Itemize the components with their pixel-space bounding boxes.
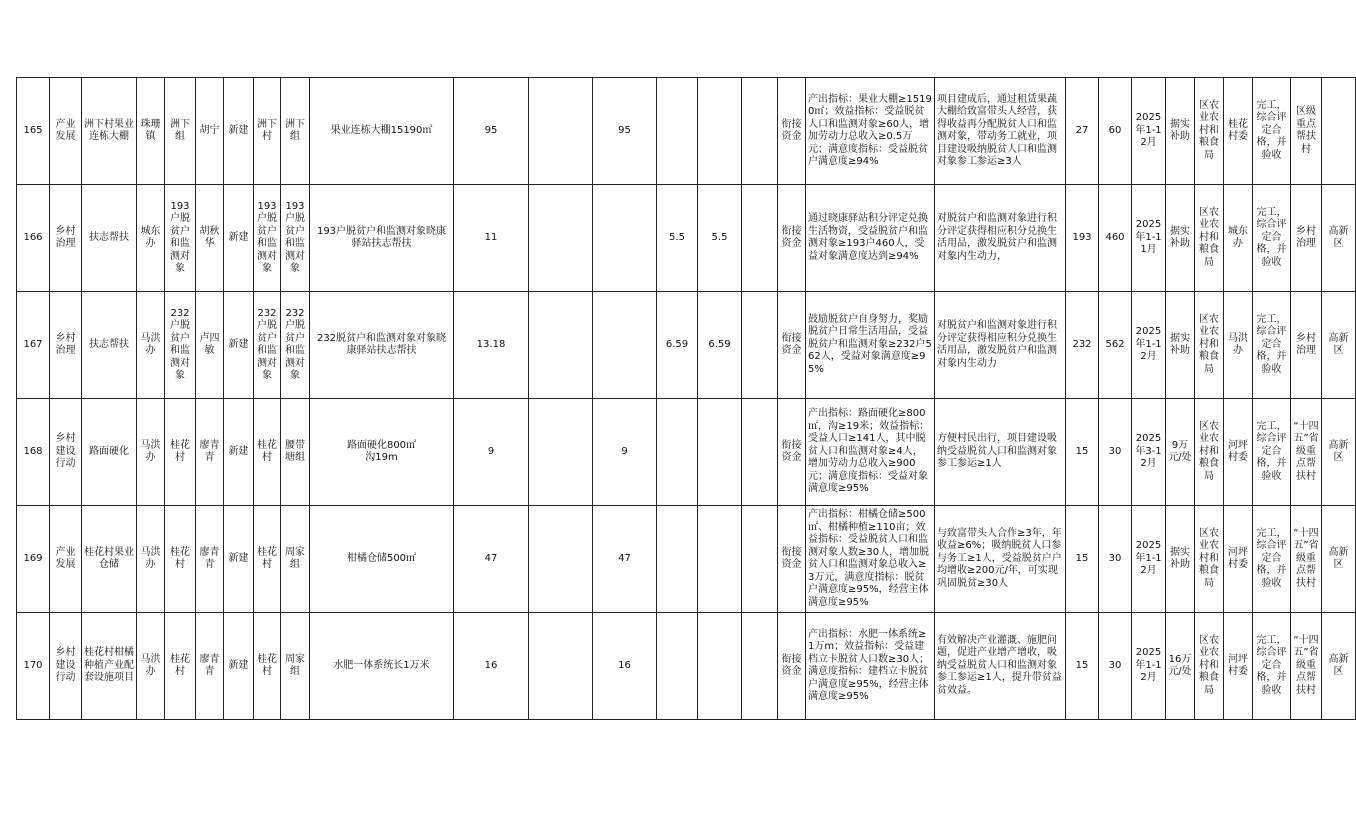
cell-dept: 区农业农村和粮食局 — [1195, 78, 1224, 185]
cell-dept: 区农业农村和粮食局 — [1195, 399, 1224, 506]
cell-people: 30 — [1099, 506, 1132, 613]
cell-acceptance: 完工，综合评定合格，并验收 — [1253, 506, 1291, 613]
cell-type: 新建 — [224, 613, 254, 720]
cell-name: 扶志帮扶 — [82, 292, 137, 399]
cell-no: 170 — [17, 613, 50, 720]
cell-location: 周家组 — [281, 506, 310, 613]
cell-mechanism: 有效解决产业灌溉、施肥问题，促进产业增产增收，吸纳受益脱贫人口和监测对象参工参运≥1人，提升带贫益贫效益。 — [935, 613, 1066, 720]
table-row — [17, 78, 1356, 185]
cell-c5 — [742, 506, 778, 613]
cell-total: 95 — [454, 78, 529, 185]
cell-total: 11 — [454, 185, 529, 292]
cell-standard: 据实补助 — [1166, 185, 1195, 292]
cell-period: 2025年1-12月 — [1132, 292, 1166, 399]
cell-group: 193户脱贫户和监测对象 — [165, 185, 196, 292]
cell-households: 15 — [1066, 613, 1099, 720]
cell-c4 — [698, 613, 742, 720]
cell-content: 232脱贫户和监测对象对象晓康驿站扶志帮扶 — [310, 292, 454, 399]
cell-total: 9 — [454, 399, 529, 506]
cell-dept: 区农业农村和粮食局 — [1195, 292, 1224, 399]
cell-fund: 衔接资金 — [778, 292, 806, 399]
cell-period: 2025年1-12月 — [1132, 613, 1166, 720]
cell-fund: 衔接资金 — [778, 185, 806, 292]
cell-group: 桂花村 — [165, 506, 196, 613]
cell-period: 2025年3-12月 — [1132, 399, 1166, 506]
cell-c1 — [529, 399, 593, 506]
cell-households: 232 — [1066, 292, 1099, 399]
cell-category: 乡村建设行动 — [50, 613, 82, 720]
cell-content: 路面硬化800㎡ 沟19m — [310, 399, 454, 506]
cell-type: 新建 — [224, 506, 254, 613]
cell-c5 — [742, 292, 778, 399]
cell-town: 马洪办 — [137, 399, 165, 506]
cell-dept: 区农业农村和粮食局 — [1195, 506, 1224, 613]
cell-remark: “十四五”省级重点帮扶村 — [1291, 399, 1322, 506]
cell-district: 高新区 — [1322, 613, 1356, 720]
cell-town: 城东办 — [137, 185, 165, 292]
cell-remark: “十四五”省级重点帮扶村 — [1291, 506, 1322, 613]
cell-remark: “十四五”省级重点帮扶村 — [1291, 613, 1322, 720]
cell-people: 562 — [1099, 292, 1132, 399]
cell-period: 2025年1-12月 — [1132, 78, 1166, 185]
cell-unit: 河坪村委 — [1224, 506, 1253, 613]
cell-town: 马洪办 — [137, 613, 165, 720]
cell-c2 — [593, 185, 657, 292]
cell-total: 13.18 — [454, 292, 529, 399]
cell-c5 — [742, 78, 778, 185]
cell-c3: 5.5 — [657, 185, 698, 292]
cell-location: 193户脱贫户和监测对象 — [281, 185, 310, 292]
cell-location: 洲下组 — [281, 78, 310, 185]
table-row — [17, 185, 1356, 292]
cell-c4 — [698, 506, 742, 613]
cell-c2: 9 — [593, 399, 657, 506]
cell-content: 193户脱贫户和监测对象晓康驿站扶志帮扶 — [310, 185, 454, 292]
cell-people: 60 — [1099, 78, 1132, 185]
cell-remark: 乡村治理 — [1291, 292, 1322, 399]
cell-mechanism: 方便村民出行，项目建设吸纳受益脱贫人口和监测对象参工参运≥1人 — [935, 399, 1066, 506]
cell-c2: 95 — [593, 78, 657, 185]
cell-town: 马洪办 — [137, 506, 165, 613]
cell-c3 — [657, 613, 698, 720]
cell-target: 产出指标：水肥一体系统≥1万m；效益指标：受益建档立卡脱贫人口数≥30人；满意度指标：建档立卡脱贫户满意度≥95%，经营主体满意度≥95% — [806, 613, 935, 720]
cell-town: 珠珊镇 — [137, 78, 165, 185]
cell-period: 2025年1-12月 — [1132, 506, 1166, 613]
cell-village: 桂花村 — [254, 506, 281, 613]
cell-unit: 河坪村委 — [1224, 613, 1253, 720]
cell-type: 新建 — [224, 185, 254, 292]
cell-content: 柑橘仓储500㎡ — [310, 506, 454, 613]
cell-households: 15 — [1066, 506, 1099, 613]
cell-c4: 5.5 — [698, 185, 742, 292]
cell-district: 高新区 — [1322, 292, 1356, 399]
cell-no: 165 — [17, 78, 50, 185]
table-body — [17, 78, 1356, 720]
cell-c2 — [593, 292, 657, 399]
cell-total: 47 — [454, 506, 529, 613]
cell-group: 232户脱贫户和监测对象 — [165, 292, 196, 399]
cell-location: 周家组 — [281, 613, 310, 720]
cell-group: 桂花村 — [165, 613, 196, 720]
cell-mechanism: 项目建成后，通过租赁果蔬大棚给致富带头人经营，获得收益再分配脱贫人口和监测对象，带动务工就业，项目建设吸纳脱贫人口和监测对象参工参运≥3人 — [935, 78, 1066, 185]
cell-name: 洲下村果业连栋大棚 — [82, 78, 137, 185]
cell-c1 — [529, 613, 593, 720]
cell-name: 扶志帮扶 — [82, 185, 137, 292]
cell-village: 洲下村 — [254, 78, 281, 185]
cell-category: 乡村治理 — [50, 185, 82, 292]
cell-c1 — [529, 185, 593, 292]
cell-c1 — [529, 292, 593, 399]
cell-district: 高新区 — [1322, 185, 1356, 292]
cell-group: 桂花村 — [165, 399, 196, 506]
cell-type: 新建 — [224, 292, 254, 399]
cell-mechanism: 与致富带头人合作≥3年，年收益≥6%；吸纳脱贫人口参与务工≥1人，受益脱贫户户均增收≥200元/年，可实现巩固脱贫≥30人 — [935, 506, 1066, 613]
cell-c3 — [657, 78, 698, 185]
cell-district: 高新区 — [1322, 506, 1356, 613]
cell-remark: 乡村治理 — [1291, 185, 1322, 292]
cell-fund: 衔接资金 — [778, 613, 806, 720]
cell-period: 2025年1-11月 — [1132, 185, 1166, 292]
cell-c4 — [698, 399, 742, 506]
cell-unit: 河坪村委 — [1224, 399, 1253, 506]
cell-c2: 47 — [593, 506, 657, 613]
cell-remark: 区级重点帮扶村 — [1291, 78, 1322, 185]
cell-target: 产出指标：果业大棚≥15190㎡；效益指标：受益脱贫人口和监测对象≥60人，增加劳动力总收入≥0.5万元；满意度指标：受益脱贫户满意度≥94% — [806, 78, 935, 185]
cell-standard: 据实补助 — [1166, 78, 1195, 185]
cell-acceptance: 完工，综合评定合格，并验收 — [1253, 78, 1291, 185]
cell-c1 — [529, 78, 593, 185]
cell-category: 乡村建设行动 — [50, 399, 82, 506]
cell-mechanism: 对脱贫户和监测对象进行积分评定获得相应积分兑换生活用品，激发脱贫户和监测对象内生动力， — [935, 185, 1066, 292]
cell-standard: 据实补助 — [1166, 292, 1195, 399]
table-row — [17, 292, 1356, 399]
cell-village: 桂花村 — [254, 613, 281, 720]
cell-c5 — [742, 185, 778, 292]
cell-standard: 9万元/处 — [1166, 399, 1195, 506]
cell-name: 桂花村果业仓储 — [82, 506, 137, 613]
cell-village: 桂花村 — [254, 399, 281, 506]
cell-group: 洲下组 — [165, 78, 196, 185]
cell-people: 30 — [1099, 399, 1132, 506]
cell-people: 30 — [1099, 613, 1132, 720]
cell-acceptance: 完工，综合评定合格，并验收 — [1253, 613, 1291, 720]
cell-mechanism: 对脱贫户和监测对象进行积分评定获得相应积分兑换生活用品，激发脱贫户和监测对象内生动力 — [935, 292, 1066, 399]
cell-category: 产业发展 — [50, 506, 82, 613]
cell-village: 193户脱贫户和监测对象 — [254, 185, 281, 292]
cell-person: 胡宁 — [196, 78, 224, 185]
cell-households: 15 — [1066, 399, 1099, 506]
table-row — [17, 399, 1356, 506]
cell-c1 — [529, 506, 593, 613]
cell-c5 — [742, 613, 778, 720]
cell-type: 新建 — [224, 78, 254, 185]
project-table — [16, 77, 1356, 720]
cell-c3 — [657, 399, 698, 506]
cell-person: 廖青青 — [196, 506, 224, 613]
cell-total: 16 — [454, 613, 529, 720]
cell-location: 232户脱贫户和监测对象 — [281, 292, 310, 399]
cell-c2: 16 — [593, 613, 657, 720]
cell-target: 鼓励脱贫户自身努力，奖励脱贫户日常生活用品，受益脱贫户和监测对象≥232户562人，受益对象满意度≥95% — [806, 292, 935, 399]
cell-fund: 衔接资金 — [778, 78, 806, 185]
cell-unit: 城东办 — [1224, 185, 1253, 292]
cell-acceptance: 完工，综合评定合格，并验收 — [1253, 185, 1291, 292]
cell-c3: 6.59 — [657, 292, 698, 399]
cell-unit: 桂花村委 — [1224, 78, 1253, 185]
cell-households: 27 — [1066, 78, 1099, 185]
cell-name: 路面硬化 — [82, 399, 137, 506]
cell-people: 460 — [1099, 185, 1132, 292]
cell-location: 腰带塘组 — [281, 399, 310, 506]
cell-unit: 马洪办 — [1224, 292, 1253, 399]
cell-dept: 区农业农村和粮食局 — [1195, 185, 1224, 292]
cell-c5 — [742, 399, 778, 506]
cell-c4: 6.59 — [698, 292, 742, 399]
cell-no: 169 — [17, 506, 50, 613]
cell-person: 胡秋华 — [196, 185, 224, 292]
cell-no: 167 — [17, 292, 50, 399]
cell-town: 马洪办 — [137, 292, 165, 399]
cell-no: 168 — [17, 399, 50, 506]
table-row — [17, 613, 1356, 720]
cell-standard: 据实补助 — [1166, 506, 1195, 613]
cell-village: 232户脱贫户和监测对象 — [254, 292, 281, 399]
cell-person: 廖青青 — [196, 613, 224, 720]
cell-households: 193 — [1066, 185, 1099, 292]
cell-no: 166 — [17, 185, 50, 292]
cell-category: 产业发展 — [50, 78, 82, 185]
cell-category: 乡村治理 — [50, 292, 82, 399]
cell-fund: 衔接资金 — [778, 399, 806, 506]
cell-target: 通过晓康驿站积分评定兑换生活物资，受益脱贫户和监测对象≥193户460人，受益对象满意度达到≥94% — [806, 185, 935, 292]
cell-c4 — [698, 78, 742, 185]
cell-person: 廖青青 — [196, 399, 224, 506]
cell-dept: 区农业农村和粮食局 — [1195, 613, 1224, 720]
cell-person: 卢四敏 — [196, 292, 224, 399]
cell-standard: 16万元/处 — [1166, 613, 1195, 720]
cell-district: 高新区 — [1322, 399, 1356, 506]
table-row — [17, 506, 1356, 613]
cell-fund: 衔接资金 — [778, 506, 806, 613]
cell-acceptance: 完工，综合评定合格，并验收 — [1253, 292, 1291, 399]
cell-content: 水肥一体系统长1万米 — [310, 613, 454, 720]
cell-name: 桂花村柑橘种植产业配套设施项目 — [82, 613, 137, 720]
cell-content: 果业连栋大棚15190㎡ — [310, 78, 454, 185]
cell-acceptance: 完工，综合评定合格，并验收 — [1253, 399, 1291, 506]
cell-c3 — [657, 506, 698, 613]
cell-type: 新建 — [224, 399, 254, 506]
cell-target: 产出指标：路面硬化≥800㎡，沟≥19米；效益指标：受益人口≥141人，其中脱贫人口和监测对象≥4人，增加劳动力总收入≥900元；满意度指标：受益对象满意度≥95% — [806, 399, 935, 506]
cell-target: 产出指标：柑橘仓储≥500㎡、柑橘种植≥110亩；效益指标：受益脱贫人口和监测对象人数≥30人，增加脱贫人口和监测对象总收入≥3万元，满意度指标：脱贫户满意度≥95%，经营主体满意度≥95% — [806, 506, 935, 613]
cell-district — [1322, 78, 1356, 185]
